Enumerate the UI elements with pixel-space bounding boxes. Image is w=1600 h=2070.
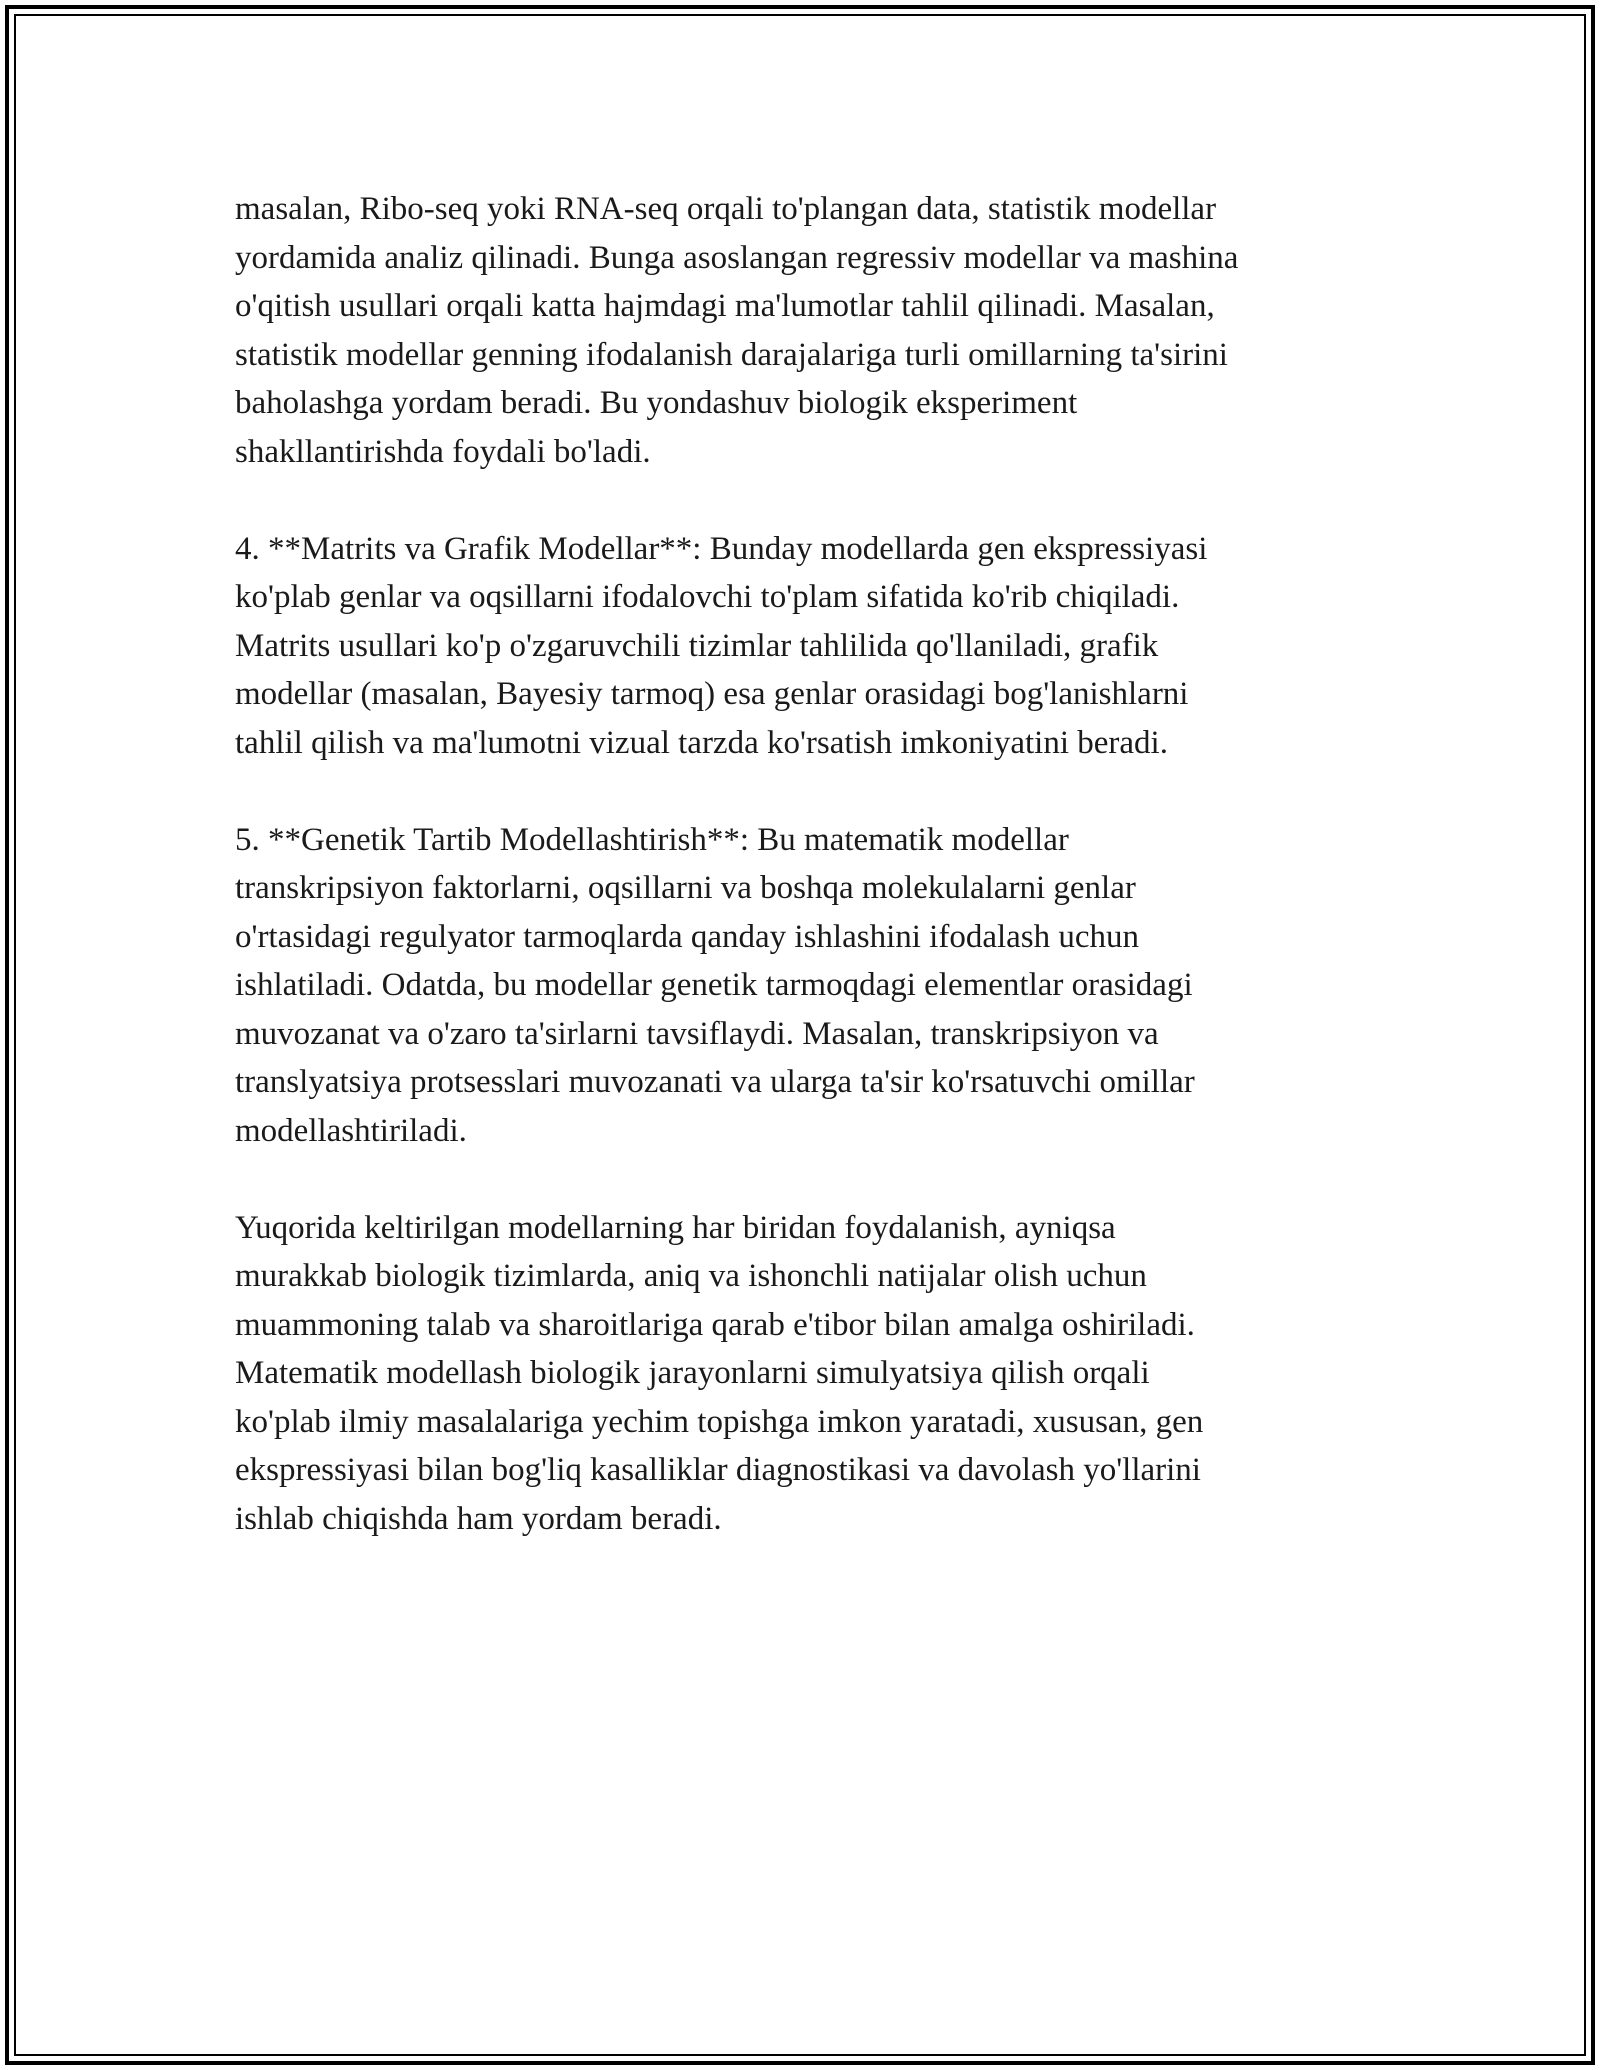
text-line: statistik modellar genning ifodalanish darajalariga turli omillarning ta'sirini	[235, 336, 1228, 373]
text-line: yordamida analiz qilinadi. Bunga asoslangan regressiv modellar va mashina	[235, 239, 1239, 276]
text-line: ko'plab ilmiy masalalariga yechim topishga imkon yaratadi, xususan, gen	[235, 1403, 1204, 1440]
text-line: modellar (masalan, Bayesiy tarmoq) esa genlar orasidagi bog'lanishlarni	[235, 676, 1189, 712]
text-line: ishlatiladi. Odatda, bu modellar genetik tarmoqdagi elementlar orasidagi	[235, 967, 1193, 1003]
text-line: o'qitish usullari orqali katta hajmdagi ma'lumotlar tahlil qilinadi. Masalan,	[235, 288, 1215, 324]
text-line: murakkab biologik tizimlarda, aniq va ishonchli natijalar olish uchun	[235, 1258, 1147, 1294]
text-line: Matematik modellash biologik jarayonlarni simulyatsiya qilish orqali	[235, 1355, 1150, 1391]
text-line: o'rtasidagi regulyator tarmoqlarda qanday ishlashini ifodalash uchun	[235, 918, 1140, 955]
text-line: masalan, Ribo-seq yoki RNA-seq orqali to'plangan data, statistik modellar	[235, 191, 1217, 227]
text-line: 4. **Matrits va Grafik Modellar**: Bunday modellarda gen ekspressiyasi	[235, 530, 1208, 567]
document-body	[235, 185, 1365, 1543]
text-line: muammoning talab va sharoitlariga qarab e'tibor bilan amalga oshiriladi.	[235, 1306, 1195, 1343]
text-line: baholashga yordam beradi. Bu yondashuv biologik eksperiment	[235, 385, 1078, 421]
text-line: tahlil qilish va ma'lumotni vizual tarzda ko'rsatish imkoniyatini beradi.	[235, 724, 1168, 761]
text-line: 5. **Genetik Tartib Modellashtirish**: Bu matematik modellar	[235, 821, 1069, 858]
paragraph-continuation	[235, 185, 1365, 476]
text-line: translyatsiya protsesslari muvozanati va ularga ta'sir ko'rsatuvchi omillar	[235, 1064, 1195, 1100]
paragraph-item-5	[235, 816, 1365, 1156]
text-line: modellashtiriladi.	[235, 1112, 467, 1149]
text-line: muvozanat va o'zaro ta'sirlarni tavsiflaydi. Masalan, transkripsiyon va	[235, 1015, 1159, 1052]
text-line: ekspressiyasi bilan bog'liq kasalliklar diagnostikasi va davolash yo'llarini	[235, 1452, 1201, 1488]
text-line: ko'plab genlar va oqsillarni ifodalovchi to'plam sifatida ko'rib chiqiladi.	[235, 579, 1180, 615]
text-line: transkripsiyon faktorlarni, oqsillarni va boshqa molekulalarni genlar	[235, 870, 1136, 906]
paragraph-conclusion	[235, 1204, 1365, 1544]
text-line: shakllantirishda foydali bo'ladi.	[235, 433, 651, 470]
text-line: Yuqorida keltirilgan modellarning har biridan foydalanish, ayniqsa	[235, 1209, 1116, 1246]
text-line: ishlab chiqishda ham yordam beradi.	[235, 1500, 722, 1537]
text-line: Matrits usullari ko'p o'zgaruvchili tizimlar tahlilida qo'llaniladi, grafik	[235, 627, 1159, 664]
paragraph-item-4	[235, 525, 1365, 768]
